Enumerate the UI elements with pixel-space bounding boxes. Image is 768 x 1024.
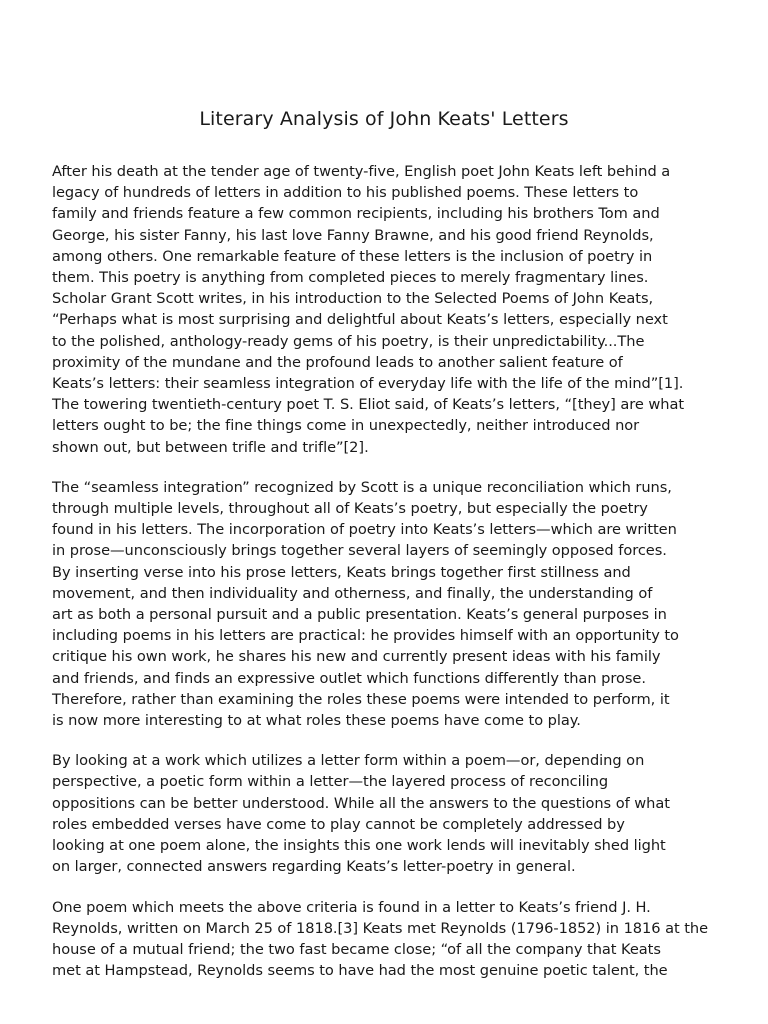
document-body xyxy=(52,161,724,1000)
paragraph-2: The “seamless integration” recognized by Scott is a unique reconciliation which runs, through multiple levels, throughout all of Keats’s poetry, but especially the poetry found in his letters. The incorporation of poetry into Keats’s letters—which are written in prose—unconsciously brings together several layers of seemingly opposed forces. By inserting verse into his prose letters, Keats brings together first stillness and movement, and then individuality and otherness, and finally, the understanding of art as both a personal pursuit and a public presentation. Keats’s general purposes in including poems in his letters are practical: he provides himself with an opportunity to critique his own work, he shares his new and currently present ideas with his family and friends, and finds an expressive outlet which functions differently than prose. Therefore, rather than examining the roles these poems were intended to perform, it is now more interesting to at what roles these poems have come to play. xyxy=(52,478,679,730)
document-title: Literary Analysis of John Keats' Letters xyxy=(199,108,569,130)
paragraph-1: After his death at the tender age of twenty-five, English poet John Keats left behind a legacy of hundreds of letters in addition to his published poems. These letters to family and friends feature a few common recipients, including his brothers Tom and George, his sister Fanny, his last love Fanny Brawne, and his good friend Reynolds, among others. One remarkable feature of these letters is the inclusion of poetry in them. This poetry is anything from completed pieces to merely fragmentary lines. Scholar Grant Scott writes, in his introduction to the Selected Poems of John Keats, “Perhaps what is most surprising and delightful about Keats’s letters, especially next to the polished, anthology-ready gems of his poetry, is their unpredictability...The proximity of the mundane and the profound leads to another salient feature of Keats’s letters: their seamless integration of everyday life with the life of the mind”[1]. The towering twentieth-century poet T. S. Eliot said, of Keats’s letters, “[they] are what letters ought to be; the fine things come in unexpectedly, neither introduced nor shown out, but between trifle and trifle”[2]. xyxy=(52,163,685,456)
paragraph-4: One poem which meets the above criteria is found in a letter to Keats’s friend J. H. Reynolds, written on March 25 of 1818.[3] Keats met Reynolds (1796-1852) in 1816 at the house of a mutual friend; the two fast became close; “of all the company that Keats met at Hampstead, Reynolds seems to have had the most genuine poetic talent, the xyxy=(52,898,709,980)
paragraph-3: By looking at a work which utilizes a letter form within a poem—or, depending on perspective, a poetic form within a letter—the layered process of reconciling oppositions can be better understood. While all the answers to the questions of what roles embedded verses have come to play cannot be completely addressed by looking at one poem alone, the insights this one work lends will inevitably shed light on larger, connected answers regarding Keats’s letter-poetry in general. xyxy=(52,752,670,876)
